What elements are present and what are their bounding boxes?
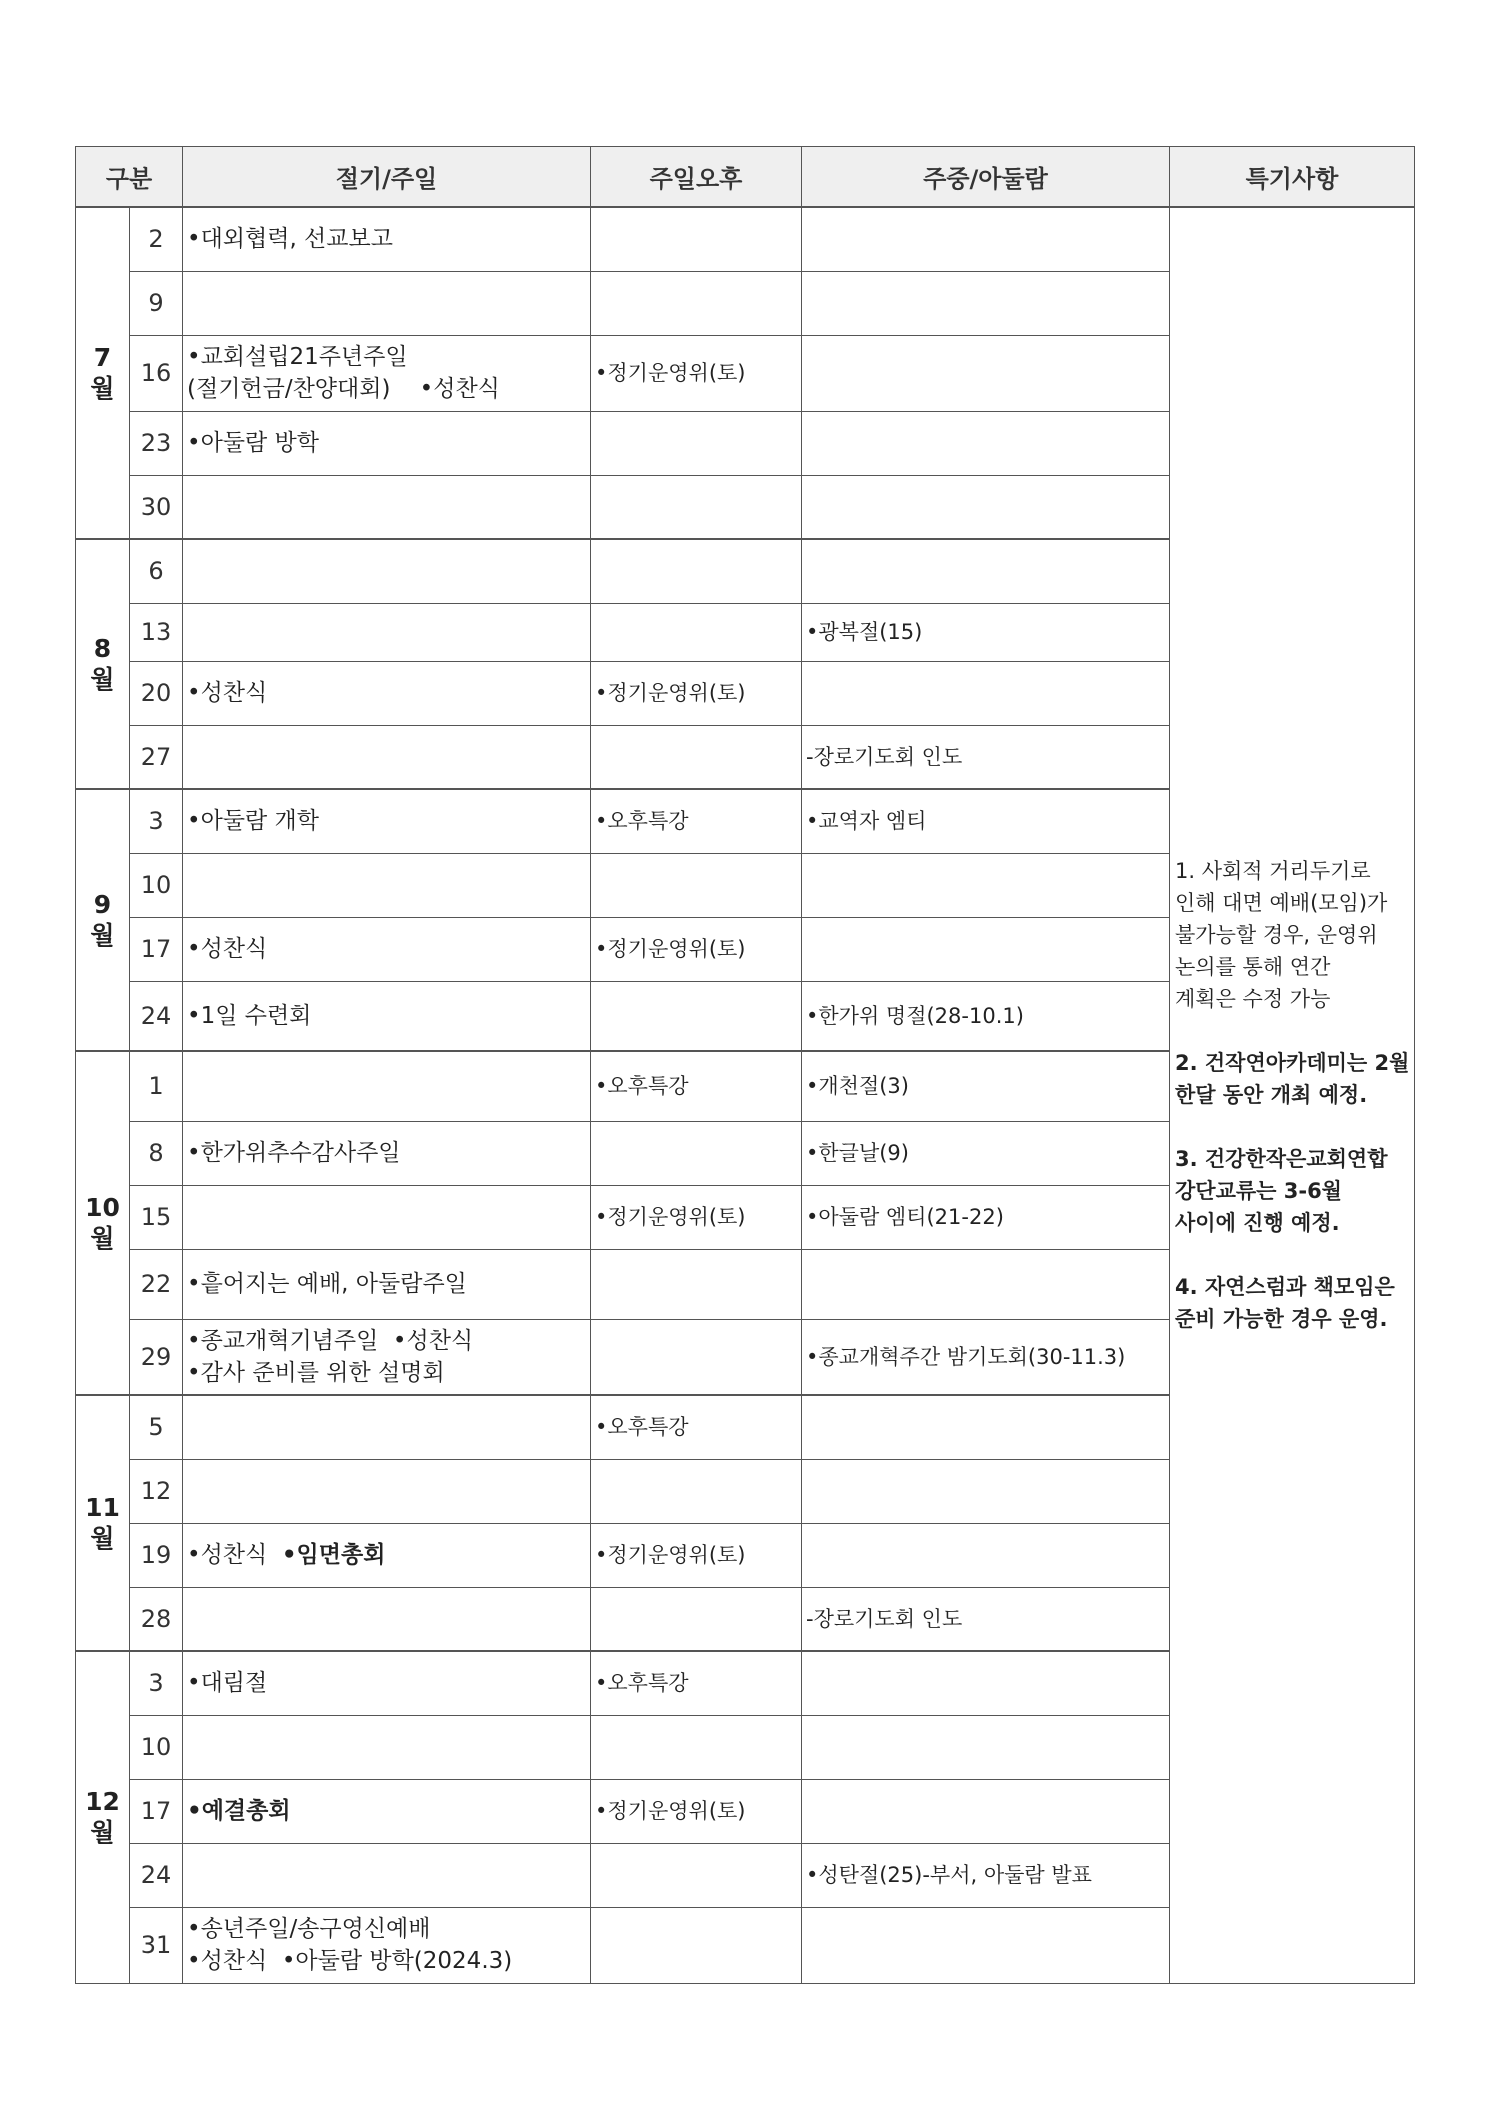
week-day: 3: [130, 1651, 183, 1715]
weekday-cell: [802, 1249, 1170, 1319]
week-day: 31: [130, 1907, 183, 1983]
week-day: 20: [130, 661, 183, 725]
weekday-cell: [802, 1651, 1170, 1715]
afternoon-cell: •오후특강: [591, 1051, 802, 1121]
header-notes: 특기사항: [1170, 147, 1415, 208]
afternoon-cell: [591, 603, 802, 661]
week-day: 23: [130, 411, 183, 475]
afternoon-cell: [591, 853, 802, 917]
week-day: 24: [130, 981, 183, 1051]
weekday-cell: [802, 917, 1170, 981]
season-cell: [183, 789, 591, 853]
season-line: •성찬식 •아둘람 방학(2024.3): [187, 1948, 513, 1974]
afternoon-cell: •오후특강: [591, 789, 802, 853]
season-line: •아둘람 방학: [187, 430, 319, 456]
season-line: •감사 준비를 위한 설명회: [187, 1359, 445, 1386]
season-line: •성찬식: [187, 680, 268, 706]
week-day: 9: [130, 271, 183, 335]
week-day: 17: [130, 1779, 183, 1843]
afternoon-cell: [591, 475, 802, 539]
week-day: 17: [130, 917, 183, 981]
weekday-cell: •광복절(15): [802, 603, 1170, 661]
season-line: (절기헌금/찬양대회) •성찬식: [187, 376, 500, 402]
afternoon-cell: [591, 1587, 802, 1651]
week-day: 13: [130, 603, 183, 661]
note-item: 3. 건강한작은교회연합 강단교류는 3-6월 사이에 진행 예정.: [1175, 1147, 1388, 1236]
header-category: 구분: [76, 147, 183, 208]
season-cell: [183, 1121, 591, 1185]
season-line: [187, 1795, 590, 1827]
season-cell: [183, 917, 591, 981]
afternoon-cell: [591, 271, 802, 335]
afternoon-cell: [591, 725, 802, 789]
weekday-cell: •아둘람 엠티(21-22): [802, 1185, 1170, 1249]
schedule-table: [75, 146, 1415, 1984]
season-cell: [183, 1715, 591, 1779]
weekday-cell: •성탄절(25)-부서, 아둘람 발표: [802, 1843, 1170, 1907]
afternoon-cell: •정기운영위(토): [591, 917, 802, 981]
afternoon-cell: •정기운영위(토): [591, 1523, 802, 1587]
season-line: •대외협력, 선교보고: [187, 226, 393, 253]
weekday-cell: [802, 1523, 1170, 1587]
month-label: 9 월: [76, 789, 130, 1051]
weekday-cell: [802, 207, 1170, 271]
month-label: 10 월: [76, 1051, 130, 1395]
afternoon-cell: •정기운영위(토): [591, 1185, 802, 1249]
week-day: 8: [130, 1121, 183, 1185]
header-row: [76, 147, 1415, 208]
season-cell: [183, 1185, 591, 1249]
note-item: 1. 사회적 거리두기로 인해 대면 예배(모임)가 불가능할 경우, 운영위 논의를 통해 연간 계획은 수정 가능: [1175, 859, 1388, 1012]
week-day: 22: [130, 1249, 183, 1319]
season-cell: [183, 603, 591, 661]
header-weekday: 주중/아둘람: [802, 147, 1170, 208]
weekday-cell: •한글날(9): [802, 1121, 1170, 1185]
season-cell: [183, 1779, 591, 1843]
weekday-cell: [802, 1395, 1170, 1459]
weekday-cell: •종교개혁주간 밤기도회(30-11.3): [802, 1319, 1170, 1395]
afternoon-cell: •정기운영위(토): [591, 1779, 802, 1843]
season-cell: [183, 539, 591, 603]
season-line: •성찬식: [187, 936, 268, 962]
season-line: •대림절: [187, 1670, 268, 1697]
table-row: [76, 207, 1415, 271]
week-day: 19: [130, 1523, 183, 1587]
afternoon-cell: [591, 207, 802, 271]
week-day: 30: [130, 475, 183, 539]
season-line: •1일 수련회: [187, 1002, 312, 1029]
afternoon-cell: [591, 539, 802, 603]
note-item: 2. 건작연아카데미는 2월 한달 동안 개최 예정.: [1175, 1051, 1410, 1108]
week-day: 15: [130, 1185, 183, 1249]
afternoon-cell: [591, 1715, 802, 1779]
week-day: 5: [130, 1395, 183, 1459]
afternoon-cell: •정기운영위(토): [591, 661, 802, 725]
notes-cell: [1170, 207, 1415, 1983]
season-cell: [183, 1651, 591, 1715]
season-cell: [183, 475, 591, 539]
afternoon-cell: [591, 1121, 802, 1185]
week-day: 10: [130, 1715, 183, 1779]
month-label: 12 월: [76, 1651, 130, 1983]
week-day: 10: [130, 853, 183, 917]
season-cell: [183, 271, 591, 335]
weekday-cell: [802, 475, 1170, 539]
weekday-cell: [802, 1459, 1170, 1523]
note-item: 4. 자연스럼과 책모임은 준비 가능한 경우 운영.: [1175, 1275, 1395, 1332]
season-cell: [183, 335, 591, 411]
weekday-cell: •개천절(3): [802, 1051, 1170, 1121]
season-cell: [183, 1459, 591, 1523]
month-label: 11 월: [76, 1395, 130, 1651]
month-label: 8 월: [76, 539, 130, 789]
week-day: 6: [130, 539, 183, 603]
weekday-cell: [802, 1715, 1170, 1779]
season-cell: [183, 725, 591, 789]
season-cell: [183, 1319, 591, 1395]
season-cell: [183, 1051, 591, 1121]
season-cell: [183, 1587, 591, 1651]
weekday-cell: •한가위 명절(28-10.1): [802, 981, 1170, 1051]
header-season: 절기/주일: [183, 147, 591, 208]
season-bold: •예결총회: [187, 1798, 291, 1824]
afternoon-cell: [591, 1319, 802, 1395]
season-cell: [183, 411, 591, 475]
weekday-cell: [802, 853, 1170, 917]
season-bold: •임면총회: [281, 1542, 386, 1568]
header-afternoon: 주일오후: [591, 147, 802, 208]
weekday-cell: •교역자 엠티: [802, 789, 1170, 853]
annual-plan-page: [75, 146, 1414, 1984]
week-day: 1: [130, 1051, 183, 1121]
season-line: •아둘람 개학: [187, 808, 319, 835]
month-label: 7 월: [76, 207, 130, 539]
weekday-cell: [802, 335, 1170, 411]
season-cell: [183, 661, 591, 725]
season-cell: [183, 1843, 591, 1907]
season-cell: [183, 1249, 591, 1319]
afternoon-cell: •오후특강: [591, 1651, 802, 1715]
weekday-cell: [802, 661, 1170, 725]
week-day: 24: [130, 1843, 183, 1907]
season-cell: [183, 1395, 591, 1459]
afternoon-cell: [591, 981, 802, 1051]
season-line: •교회설립21주년주일: [187, 344, 408, 370]
schedule-body: [76, 207, 1415, 1983]
weekday-cell: [802, 411, 1170, 475]
afternoon-cell: [591, 1843, 802, 1907]
season-line: •한가위추수감사주일: [187, 1140, 401, 1166]
season-line: •성찬식 •임면총회: [187, 1542, 386, 1568]
week-day: 16: [130, 335, 183, 411]
week-day: 29: [130, 1319, 183, 1395]
season-cell: [183, 1523, 591, 1587]
week-day: 27: [130, 725, 183, 789]
season-cell: [183, 1907, 591, 1983]
week-day: 12: [130, 1459, 183, 1523]
weekday-cell: [802, 271, 1170, 335]
afternoon-cell: •오후특강: [591, 1395, 802, 1459]
afternoon-cell: [591, 1907, 802, 1983]
afternoon-cell: [591, 1459, 802, 1523]
week-day: 2: [130, 207, 183, 271]
season-line: •송년주일/송구영신예배: [187, 1916, 431, 1942]
season-line: •흩어지는 예배, 아둘람주일: [187, 1271, 467, 1297]
weekday-cell: -장로기도회 인도: [802, 725, 1170, 789]
season-cell: [183, 853, 591, 917]
season-cell: [183, 981, 591, 1051]
season-cell: [183, 207, 591, 271]
week-day: 3: [130, 789, 183, 853]
week-day: 28: [130, 1587, 183, 1651]
afternoon-cell: •정기운영위(토): [591, 335, 802, 411]
season-line: •종교개혁기념주일 •성찬식: [187, 1327, 474, 1354]
afternoon-cell: [591, 411, 802, 475]
afternoon-cell: [591, 1249, 802, 1319]
weekday-cell: [802, 1779, 1170, 1843]
weekday-cell: -장로기도회 인도: [802, 1587, 1170, 1651]
weekday-cell: [802, 1907, 1170, 1983]
weekday-cell: [802, 539, 1170, 603]
